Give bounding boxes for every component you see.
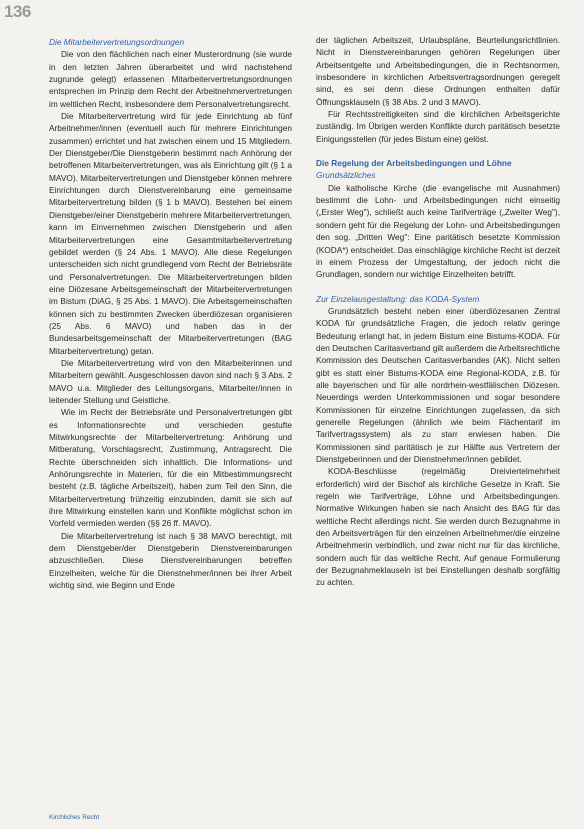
left-column bbox=[49, 36, 292, 591]
paragraph: Die von den flächlichen nach einer Musterordnung (sie wurde in den letzten Jahren überarbeitet und wird nachstehend zugrunde gelegt) erlassenen Mitarbeitervertretungsordnungen entsprechen im Prinzip dem Recht der Arbeitnehmervertretungen im weltlichen Recht, insbesondere dem Personalvertretungsrecht. bbox=[49, 49, 292, 109]
paragraph: Grundsätzlich besteht neben einer überdiözesanen Zentral KODA für grundsätzliche Fragen, die jedoch relativ geringe Bedeutung erlangt hat, in jedem Bistum eine Bistums-KODA. Für den Deutschen Caritasverband gilt außerdem die Arbeitsrechtliche Kommission des Deutschen Caritasverbandes (AK). Nicht selten gibt es statt einer Bistums-KODA eine Regional-KODA, z.B. für alle bayerischen und für alle nordrhein-westfälischen Diözesen. Neuerdings werden Unterkommissionen und sogar besondere Kommissionen für einzelne Einrichtungen zugelassen, da sich generelle Regelungen (ähnlich wie beim Flächentarif im Tarifvertragssystem) als zu starr erwiesen haben. Die Kommissionen sind paritätisch je zur Hälfte aus Vertretern der Dienstgeberinnen und der Dienstnehmer/innen gebildet. bbox=[316, 305, 560, 464]
paragraph: Wie im Recht der Betriebsräte und Personalvertretungen gibt es Informationsrechte und verschieden gestufte Mitwirkungsrechte der Mitarbeitervertretung: Anhörung und Mitberatung, Vorschlagsrecht, Zustimmung, Antragsrecht. Die Rechte überschneiden sich inhaltlich. Die Informations- und Anhörungsrechte in Materien, für die ein Mitbestimmungsrecht besteht (z.B. tägliche Arbeitszeit), haben zum Teil den Sinn, die Mitarbeitervertretung frühzeitig einzubinden, damit sie sich auf ihre Mitwirkung einstellen kann und Konflikte möglichst schon im Vorfeld vermieden werden (§§ 26 ff. MAVO). bbox=[49, 407, 292, 529]
right-column bbox=[316, 34, 560, 589]
paragraph: KODA-Beschlüsse (regelmäßig Dreiviertelmehrheit erforderlich) wird der Bischof als kirchliche Gesetze in Kraft. Sie regeln wie Tarifverträge, Löhne und Arbeitsbedingungen. Normative Wirkungen haben sie nach Ansicht des BAG für das weltliche Recht allerdings nicht. Sie werden durch Bezugnahme in den Arbeitsverträgen für den einzelnen Arbeitnehmer/die einzelne Arbeitnehmerin verbindlich, und zwar nicht nur für das kirchliche, sondern auch für das weltliche Recht. Auf genaue Formulierung der Bezugnahmeklauseln ist bei Einstellungen deshalb sorgfältig zu achten. bbox=[316, 466, 560, 588]
paragraph: Für Rechtsstreitigkeiten sind die kirchlichen Arbeitsgerichte zuständig. Im Übrigen werden Konflikte durch paritätisch besetzte Einigungsstellen (für jedes Bistum eine) gelöst. bbox=[316, 109, 560, 144]
paragraph: Die Mitarbeitervertretung wird für jede Einrichtung ab fünf Arbeitnehmer/innen (eventuell auch für mehrere Einrichtungen zusammen) errichtet und hat zwischen einem und 15 Mitgliedern. Der Dienstgeber/Die Dienstgeberin bestimmt nach Anhörung der betroffenen Mitarbeitervertretungen, was als Einrichtung gilt (§ 1 a MAVO). Mitarbeitervertretungen und Dienstgeber können mehrere Einrichtungen durch Dienstvereinbarung eine gemeinsame Mitarbeitervertretung bilden (§ 1 b MAVO). Bestehen bei einem Dienstgeber/einer Dienstgeberin mehrere Mitarbeitervertretungen, kann im Einvernehmen zwischen Dienstgeberin und allen Mitarbeitervertretungen eine Gesamtmitarbeitervertretung gebildet werden (§ 24 Abs. 1 MAVO). Alle diese Regelungen unterscheiden sich nicht grundlegend vom Recht der Betriebsräte und Personalvertretungen. Die Mitarbeitervertretungen bilden eine Diözesane Arbeitsgemeinschaft der Mitarbeitervertretungen im Bistum (DiAG, § 25 Abs. 1 MAVO). Die Arbeitsgemeinschaften können sich zu bestimmten Zwecken überdiözesan organisieren (25 Abs. 6 MAVO) und haben das in der Bundesarbeitsgemeinschaft der Mitarbeitervertretungen (BAG Mitarbeitervertretung) getan. bbox=[49, 111, 292, 356]
spacer bbox=[316, 281, 560, 293]
paragraph: Die Mitarbeitervertretung wird von den Mitarbeiterinnen und Mitarbeitern gewählt. Ausgeschlossen davon sind nach § 3 Abs. 2 MAVO u.a. Mitglieder des Leitungsorgans, Mitarbeiter/innen in leitender Stellung und Geistliche. bbox=[49, 357, 292, 405]
paragraph: Die katholische Kirche (die evangelische mit Ausnahmen) bestimmt die Lohn- und Arbeitsbedingungen nicht einseitig („Erster Weg"), schließt auch keine Tarifverträge („Zweiter Weg"), sondern geht für die Regelung der Lohn- und Arbeitsbedingungen den sog. „Dritten Weg": Eine paritätisch besetzte Kommission (KODA*) entscheidet. Das einschlägige kirchliche Recht ist derzeit in einem Prozess der Umgestaltung, der jedoch nicht die Grundlagen, sondern nur wichtige Einzelheiten betrifft. bbox=[316, 182, 560, 280]
spacer bbox=[316, 145, 560, 157]
paragraph: Die Mitarbeitervertretung ist nach § 38 MAVO berechtigt, mit dem Dienstgeber/der Dienstgeberin Dienstvereinbarungen abzuschließen. Diese Dienstvereinbarungen betreffen Einzelheiten, welche für die Dienstnehmer/innen bei ihrer Arbeit wichtig sind, wie Beginn und Ende bbox=[49, 530, 292, 591]
subheading-grundsaetzliches: Grundsätzliches bbox=[316, 170, 376, 181]
page-number: 136 bbox=[4, 2, 31, 21]
subheading-koda-system: Zur Einzelausgestaltung: das KODA-System bbox=[316, 293, 480, 304]
paragraph: der täglichen Arbeitszeit, Urlaubspläne, Beurteilungsrichtlinien. Nicht in Dienstvereinbarungen gehören Regelungen über Arbeitsentgelte und Arbeitsbedingungen, die in Rechtsnormen, insbesondere in kirchlichen Arbeitsvertragsordnungen geregelt sind, es sei denn diese Ordnungen enthalten dafür Öffnungsklauseln (§ 38 Abs. 2 und 3 MAVO). bbox=[316, 35, 560, 107]
section-heading-regelung: Die Regelung der Arbeitsbedingungen und Löhne bbox=[316, 158, 512, 169]
section-heading-mitarbeitervertretungsordnungen: Die Mitarbeitervertretungsordnungen bbox=[49, 37, 185, 47]
footer-label: Kirchliches Recht bbox=[49, 814, 100, 821]
